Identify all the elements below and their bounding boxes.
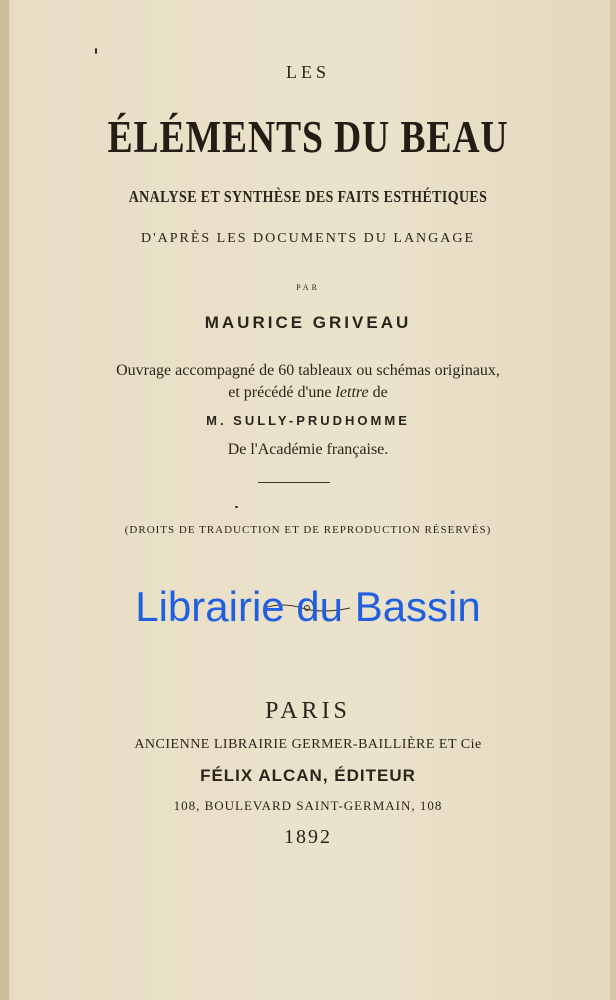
preface-author: M. SULLY-PRUDHOMME	[206, 413, 410, 428]
book-subtitle-secondary: D'APRÈS LES DOCUMENTS DU LANGAGE	[140, 231, 476, 246]
book-subtitle: ANALYSE ET SYNTHÈSE DES FAITS ESTHÉTIQUES	[128, 187, 488, 206]
publisher-former-name: ANCIENNE LIBRAIRIE GERMER-BAILLIÈRE ET Cie	[134, 737, 482, 752]
description-line-2	[0, 384, 616, 402]
description-line-1: Ouvrage accompagné de 60 tableaux ou schémas originaux,	[116, 362, 500, 379]
preface-affiliation: De l'Académie française.	[227, 441, 389, 458]
divider-rule	[258, 482, 330, 483]
by-label: PAR	[296, 283, 320, 292]
description-line-2-start: et précédé d'une	[228, 384, 336, 401]
publisher-name: FÉLIX ALCAN, ÉDITEUR	[200, 766, 416, 785]
title-article: LES	[285, 62, 330, 82]
description-line-2-italic: lettre	[335, 384, 369, 401]
ink-speck	[95, 48, 97, 54]
publication-city: PARIS	[265, 698, 351, 724]
book-title: ÉLÉMENTS DU BEAU	[107, 111, 509, 162]
watermark-text: Librairie du Bassin	[135, 583, 481, 630]
author-name: MAURICE GRIVEAU	[204, 313, 412, 332]
ink-speck	[235, 506, 238, 508]
publication-year: 1892	[284, 826, 332, 848]
publisher-address: 108, BOULEVARD SAINT-GERMAIN, 108	[173, 798, 443, 813]
description-line-2-end: de	[368, 384, 388, 401]
rights-notice: (DROITS DE TRADUCTION ET DE REPRODUCTION RÉSERVÉS)	[124, 524, 492, 536]
